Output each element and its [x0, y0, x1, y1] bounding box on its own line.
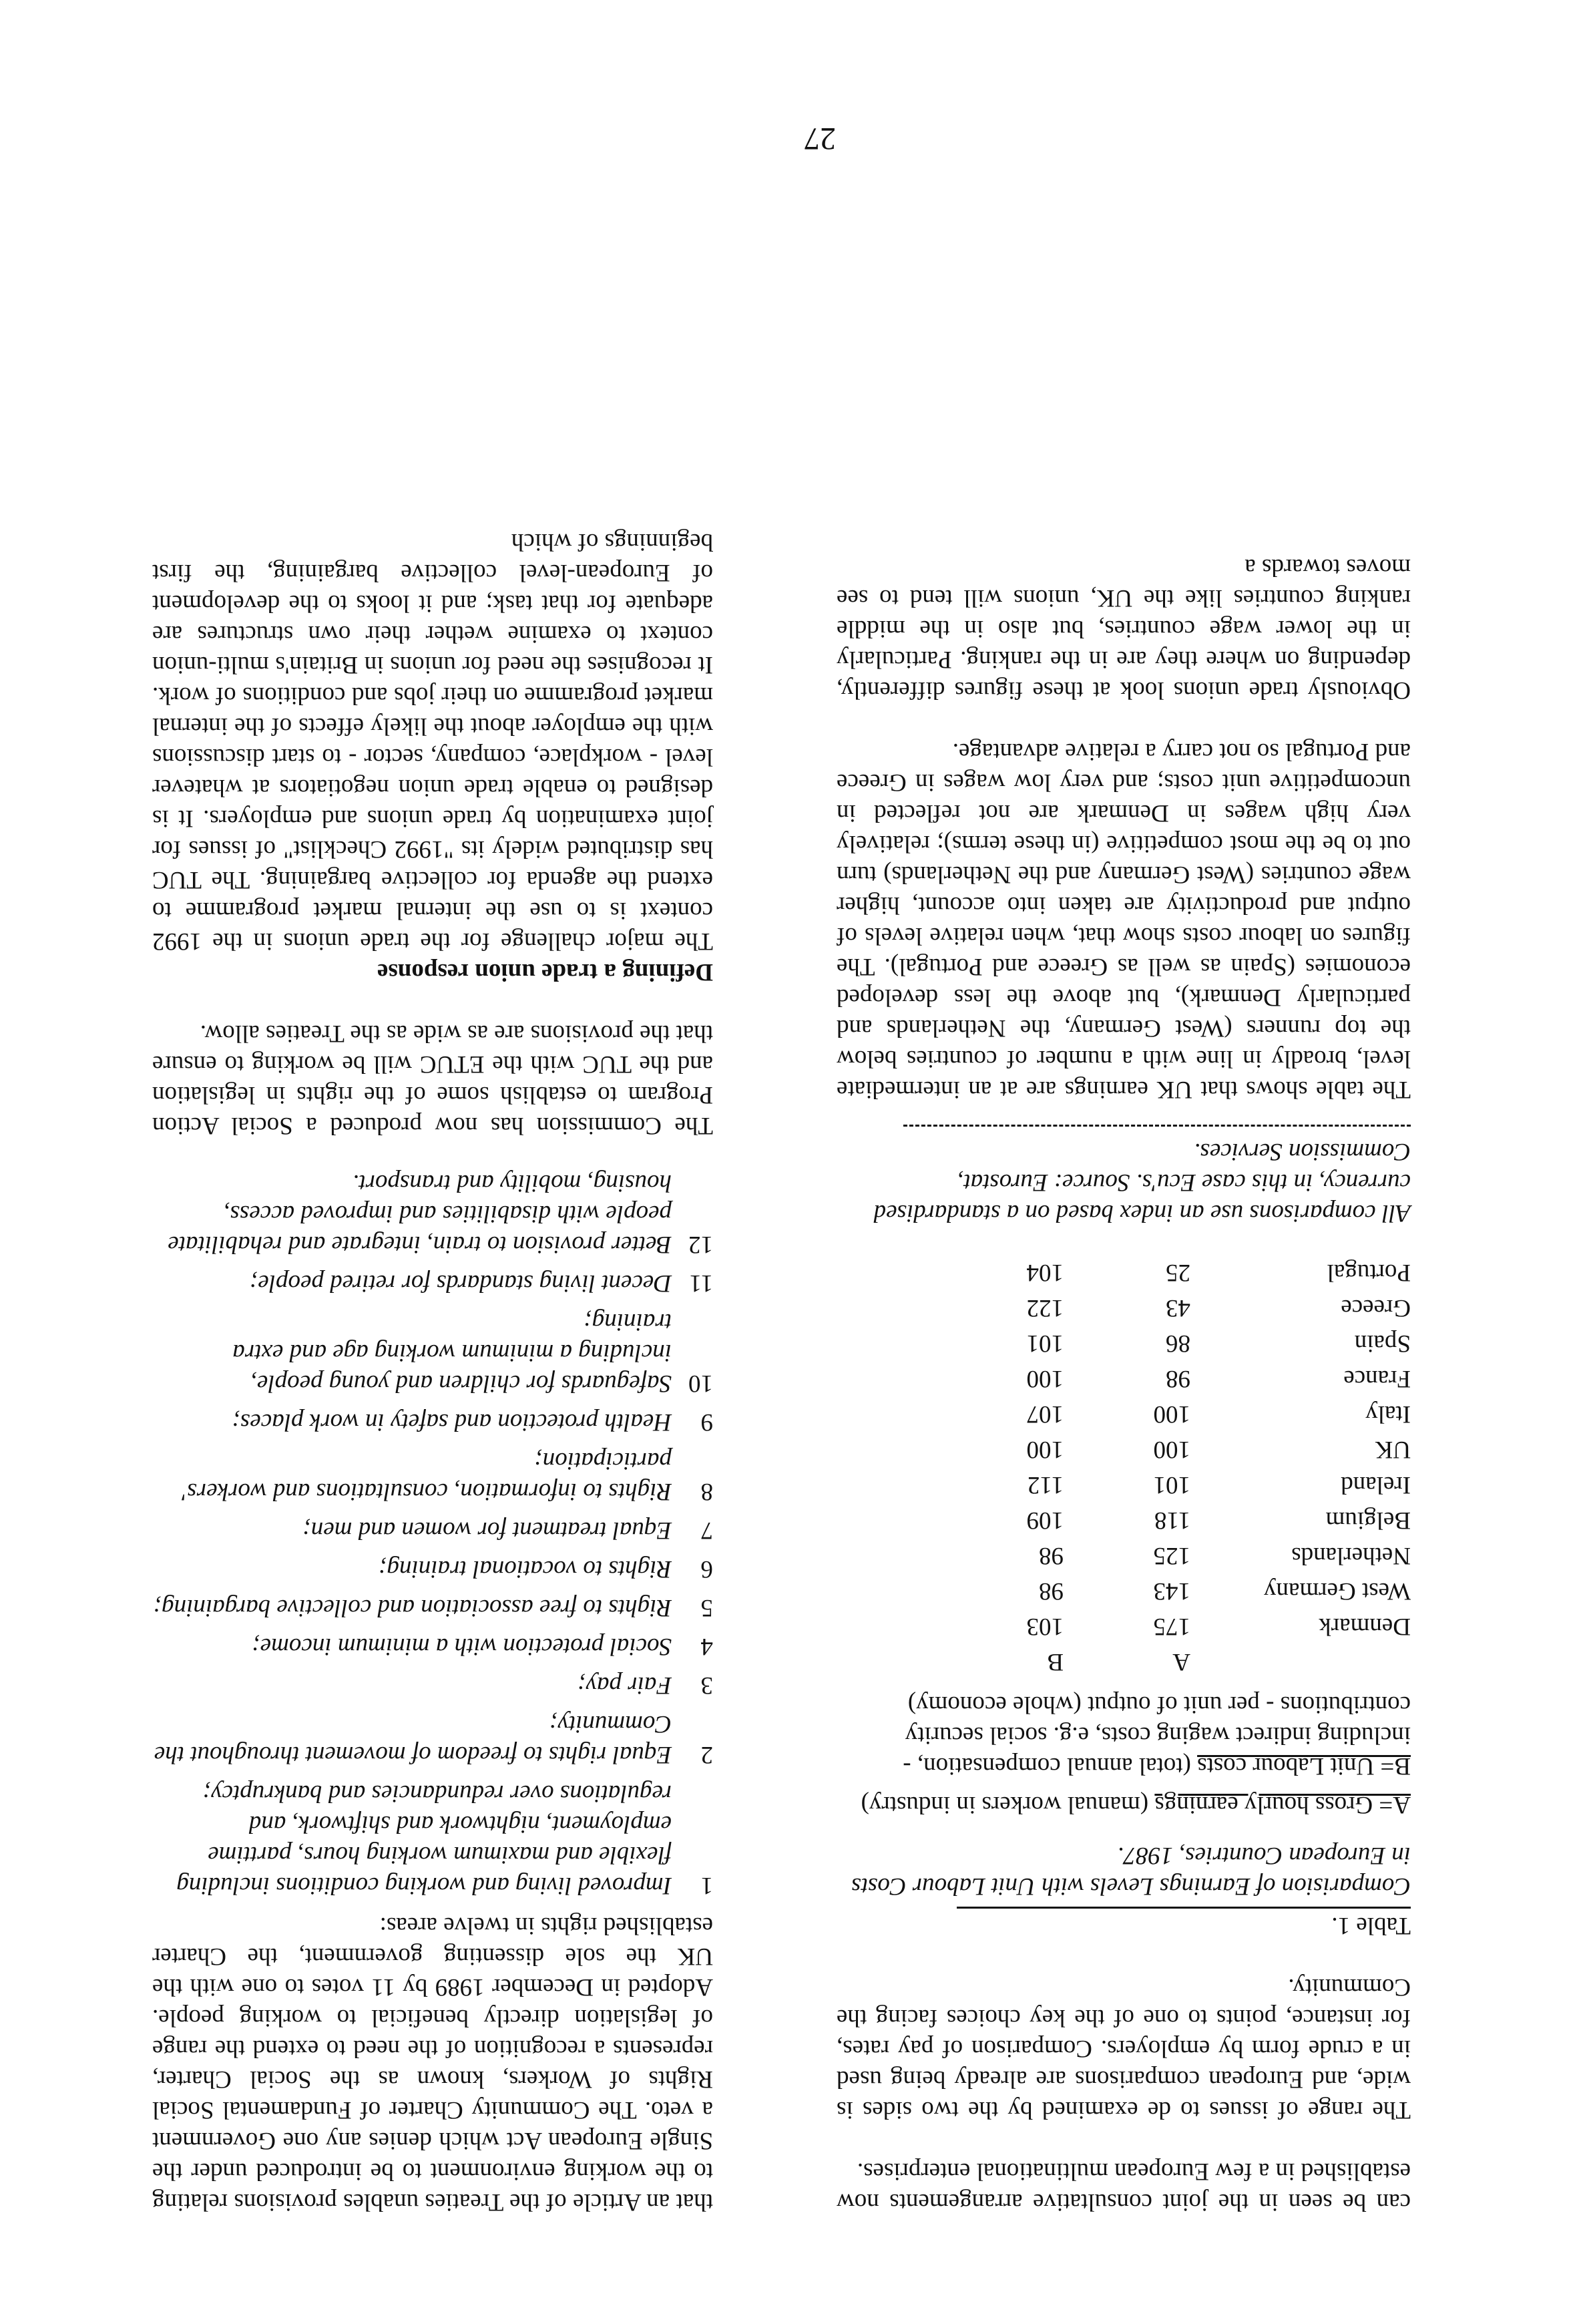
definition-a-text: (manual workers in industry) [861, 1791, 1155, 1818]
list-number: 1 [700, 1872, 713, 1899]
table-row [983, 1609, 1411, 1644]
list-number: 9 [700, 1408, 713, 1436]
country-cell: Greece [1341, 1294, 1411, 1322]
table-caption: Comparision of Earnings Levels with Unit Labour Costs in European Countries, 1987. [851, 1842, 1411, 1900]
list-item [152, 1670, 713, 1700]
value-b-cell: 104 [1026, 1259, 1064, 1287]
country-cell: Italy [1365, 1400, 1411, 1428]
list-number: 12 [688, 1231, 713, 1258]
country-cell: UK [1375, 1436, 1411, 1464]
section-heading: Defining a trade union response [377, 958, 713, 986]
value-b-cell: 98 [1039, 1577, 1064, 1605]
table-row [983, 1255, 1411, 1290]
charter-rights-list [152, 1167, 713, 1901]
value-b-cell: 112 [1027, 1471, 1064, 1499]
value-b-cell: 109 [1026, 1507, 1064, 1535]
country-cell: France [1343, 1365, 1411, 1393]
list-item [152, 1306, 713, 1398]
list-item [152, 1631, 713, 1662]
table-row [983, 1573, 1411, 1609]
list-item [152, 1592, 713, 1623]
left-paragraph-1: can be seen in the joint consultative arrangements now established in a few European multinational enterprises. [837, 2158, 1411, 2216]
header-country [1190, 1644, 1411, 1680]
list-text: Safeguards for children and young people, including a minimum working age and extra training; [232, 1308, 672, 1397]
value-b-cell: 101 [1026, 1330, 1064, 1358]
value-b-cell: 103 [1026, 1613, 1064, 1641]
right-column [152, 496, 713, 2217]
value-a-cell: 43 [1166, 1294, 1190, 1322]
table-row [983, 1361, 1411, 1396]
value-b-cell: 100 [1026, 1365, 1064, 1393]
country-cell: Netherlands [1291, 1542, 1411, 1570]
value-b-cell: 107 [1026, 1400, 1064, 1428]
list-number: 3 [700, 1672, 713, 1699]
value-a-cell: 98 [1166, 1365, 1190, 1393]
value-a-cell: 101 [1153, 1471, 1190, 1499]
table-row [983, 1326, 1411, 1361]
list-text: Health protection and safety in work places; [232, 1408, 672, 1436]
table-row [983, 1467, 1411, 1503]
country-cell: Belgium [1325, 1507, 1411, 1535]
list-item [152, 1167, 713, 1260]
value-b-cell: 98 [1039, 1542, 1064, 1570]
left-paragraph-3: The table shows that UK earnings are at an intermediate level, broadly in line with a number of countries below the top runners (West Germany, the Netherlands and particularly Denmark), but above the less developed economies (Spain as well as Greece and Portugal). The figures on labour costs show that, when relative levels of output and productivity are taken into account, higher wage countries (West Germany and the Netherlands) turn out to be the most competitive (in these terms); relatively very high wages in Denmark are not reflected in uncompetitive unit costs; and very low wages in Greece and Portugal so not carry a relative advantage. [837, 738, 1411, 1103]
table-definition-a [837, 1789, 1411, 1820]
table-row [983, 1538, 1411, 1573]
list-text: Improved living and working conditions including flexible and maximum working hours, parttime employment, nightwork and shiftwork, and regulations over redundancies and bankruptcy; [176, 1780, 672, 1899]
list-text: Rights to information, consultations and workers' participation; [182, 1447, 672, 1505]
country-cell: Portugal [1327, 1259, 1411, 1287]
definition-a-head: A= Gross hourly earnings [1154, 1791, 1411, 1818]
table-source-note: All comparisons use an index based on a standardised currency, in this case Ecu's. Source: Eurostat, Commission Services. [873, 1138, 1411, 1227]
value-a-cell: 175 [1153, 1613, 1190, 1641]
list-item [152, 1778, 713, 1901]
list-text: Rights to free association and collective bargaining; [153, 1594, 672, 1621]
country-cell: Denmark [1319, 1613, 1411, 1641]
value-a-cell: 118 [1154, 1507, 1190, 1535]
dashed-divider [903, 1125, 1411, 1127]
list-item [152, 1406, 713, 1437]
list-text: Better provision to train, integrate and rehabilitate people with disabilities and improved access, housing, mobility and transport. [168, 1169, 672, 1258]
earnings-table-block [837, 1125, 1411, 1941]
list-item [152, 1515, 713, 1545]
table-row [983, 1396, 1411, 1432]
country-cell: Ireland [1341, 1471, 1411, 1499]
list-number: 4 [700, 1633, 713, 1660]
list-item [152, 1553, 713, 1584]
table-row [983, 1503, 1411, 1538]
list-number: 8 [700, 1478, 713, 1505]
value-a-cell: 100 [1153, 1400, 1190, 1428]
left-paragraph-4: Obviously trade unions look at these figures differently, depending on where they are in the ranking. Particularly in the lower wage countries, but also in the middle ranking countries like the UK, unions will tend to see moves towards a [837, 554, 1411, 704]
list-number: 11 [689, 1270, 713, 1297]
list-text: Decent living standards for retired people; [250, 1270, 672, 1297]
value-a-cell: 143 [1153, 1577, 1190, 1605]
value-b-cell: 122 [1026, 1294, 1064, 1322]
list-number: 6 [700, 1555, 713, 1583]
value-a-cell: 125 [1153, 1542, 1190, 1570]
header-b: B [1047, 1648, 1064, 1676]
value-a-cell: 86 [1166, 1330, 1190, 1358]
country-cell: Spain [1354, 1330, 1411, 1358]
definition-b-text: (total annual compensation, - including indirect waging costs, e.g. social security contributions - per unit of output (whole economy) [903, 1691, 1411, 1780]
earnings-table [983, 1255, 1411, 1680]
list-number: 10 [688, 1370, 713, 1397]
page-number: 27 [804, 121, 836, 156]
table-row [983, 1432, 1411, 1467]
right-paragraph-2: The Commission has now produced a Social Action Program to establish some of the rights in legislation and the TUC with the ETUC will be working to ensure that the provisions are as wide as the Treaties allow. [152, 1020, 713, 1139]
list-text: Fair pay; [578, 1672, 672, 1699]
table-definition-b [837, 1689, 1411, 1781]
list-text: Equal treatment for women and men; [302, 1517, 672, 1544]
value-a-cell: 25 [1166, 1259, 1190, 1287]
list-number: 5 [700, 1594, 713, 1621]
right-paragraph-1: that an Article of the Treaties unables provisions relating to the working environment to be introduced under the Single European Act which denies any one Government a veto. The Community Charter of Fundamental Social Rights of Workers, known as the Social Charter, represents a recognition of the need to extend the range of legislation directly beneficial to working people. Adopted in December 1989 by 11 votes to one with the UK the sole dissenting government, the Charter established rights in twelve areas: [152, 1912, 713, 2216]
list-item [152, 1708, 713, 1770]
table-header-row [983, 1644, 1411, 1680]
left-paragraph-2: The range of issues to de examined by the two sides is wide, and European comparisons are already being used in a crude form by employers. Comparison of pay rates, for instance, points to one of the key choices facing the Community. [837, 1973, 1411, 2124]
list-item [152, 1268, 713, 1298]
value-a-cell: 100 [1153, 1436, 1190, 1464]
list-item [152, 1445, 713, 1507]
list-text: Rights to vocational training; [379, 1555, 672, 1583]
right-paragraph-3: The major challenge for the trade unions in the 1992 context is to use the internal market programme to extend the agenda for collective bargaining. The TUC has distributed widely its "1992 Checklist" of issues for joint examination by trade unions and employers. It is designed to enable trade union negotiators at whatever level - workplace, company, sector - to start discussions with the employer about the likely effects of the internal market programme on their jobs and conditions of work. It recognises the need for unions in Britain's multi-union context to examine wether their own structures are adequate for that task; and it looks to the development of European-level collective bargaining, the first beginnings of which [152, 528, 713, 955]
value-b-cell: 100 [1026, 1436, 1064, 1464]
table-row [983, 1290, 1411, 1326]
table-label: Table 1. [957, 1907, 1411, 1941]
country-cell: West Germany [1264, 1577, 1411, 1605]
list-number: 7 [700, 1517, 713, 1544]
header-a: A [1172, 1648, 1190, 1676]
list-text: Equal rights to freedom of movement throughout the Community; [154, 1710, 672, 1768]
list-text: Social protection with a minimum income; [252, 1633, 672, 1660]
left-column [837, 521, 1411, 2217]
list-number: 2 [700, 1741, 713, 1768]
definition-b-head: B= Unit Labour costs [1197, 1752, 1411, 1780]
